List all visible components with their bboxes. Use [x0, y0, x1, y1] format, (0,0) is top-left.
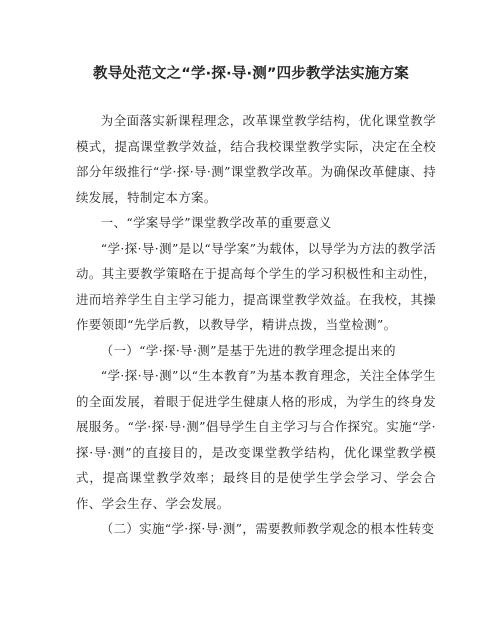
body-paragraph: “学·探·导·测”是以“导学案”为载体，以导学为方法的教学活动。其主要教学策略在于提高每个学生的学习积极性和主动性，进而培养学生自主学习能力，提高课堂教学效益。在我校，其操作要领即“先学后教，以教导学，精讲点拨，当堂检测”。: [76, 240, 436, 332]
intro-paragraph: 为全面落实新课程理念，改革课堂教学结构，优化课堂教学模式，提高课堂教学效益，结合我校课堂教学实际，决定在全校部分年级推行“学·探·导·测”课堂教学改革。为确保改革健康、持续发展，特制定本方案。: [76, 113, 436, 205]
section-heading-1: 一、“学案导学”课堂教学改革的重要意义: [100, 215, 332, 230]
subsection-heading-1: （一）“学·探·导·测”是基于先进的教学理念提出来的: [100, 342, 396, 358]
body-paragraph: “学·探·导·测”以“生本教育”为基本教育理念，关注全体学生的全面发展，着眼于促进学生健康人格的形成，为学生的终身发展服务。“学·探·导·测”倡导学生自主学习与合作探究。实施“学·探·导·测”的直接目的，是改变课堂教学结构，优化课堂教学模式，提高课堂教学效率；最终目的是使学生学会学习、学会合作、学会生存、学会发展。: [76, 368, 436, 511]
subsection-heading-2: （二）实施“学·探·导·测”，需要教师教学观念的根本性转变: [100, 521, 435, 536]
document-body: [76, 108, 436, 542]
document-title: 教导处范文之“学·探·导·测”四步教学法实施方案: [93, 66, 409, 82]
